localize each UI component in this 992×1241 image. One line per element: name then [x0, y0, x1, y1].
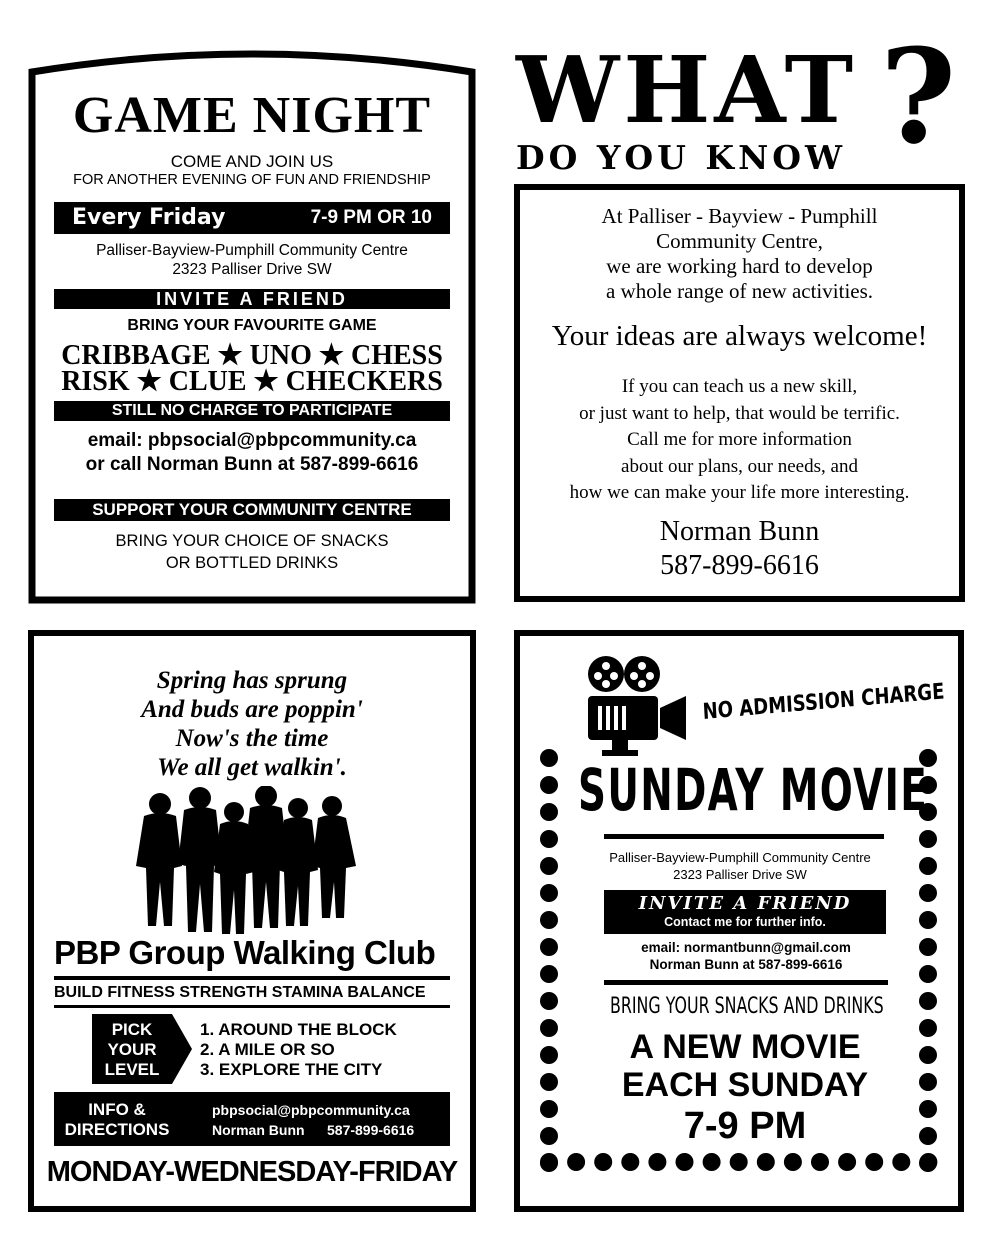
info-directions-box [54, 1092, 450, 1146]
border-dot [784, 1153, 802, 1171]
movie-invite-bar [604, 890, 886, 934]
what-intro [520, 204, 959, 304]
border-dot [703, 1153, 721, 1171]
new-movie-headline [520, 1028, 970, 1148]
intro-line: At Palliser - Bayview - Pumphill [601, 204, 878, 228]
tagline-rule [54, 1005, 450, 1008]
border-dot [540, 884, 558, 902]
call-text: or call Norman Bunn at 587-899-6616 [85, 454, 419, 475]
border-dot [811, 1153, 829, 1171]
contact-name: Norman Bunn [659, 516, 820, 547]
border-dot [865, 1153, 883, 1171]
snacks-line-2: OR BOTTLED DRINKS [165, 554, 339, 572]
snacks-line-1: BRING YOUR CHOICE OF SNACKS [115, 532, 389, 550]
intro-line: a whole range of new activities. [605, 279, 874, 303]
game-night-title: GAME NIGHT [72, 87, 432, 144]
border-dot [540, 1153, 558, 1171]
walking-club-title: PBP Group Walking Club [54, 934, 436, 971]
question-mark: ? [880, 20, 957, 173]
border-dot [919, 830, 937, 848]
movie-phone: Norman Bunn at 587-899-6616 [649, 957, 843, 972]
level-list [200, 1020, 397, 1080]
border-dot [919, 884, 937, 902]
border-dot [567, 1153, 585, 1171]
every-friday-bar [54, 202, 450, 234]
movie-address: 2323 Palliser Drive SW [673, 867, 807, 882]
border-dot [919, 1153, 937, 1171]
intro-line: we are working hard to develop [606, 254, 873, 278]
ideas-welcome-text: Your ideas are always welcome! [551, 320, 928, 352]
border-dot [540, 830, 558, 848]
bottom-rule [604, 980, 888, 985]
border-dot [730, 1153, 748, 1171]
poem-line: Spring has sprung [156, 667, 348, 694]
walking-contact-name: Norman Bunn [212, 1122, 305, 1138]
invite-friend-bar: INVITE A FRIEND [54, 289, 450, 309]
border-dot [648, 1153, 666, 1171]
email-text: email: pbpsocial@pbpcommunity.ca [87, 430, 417, 451]
movie-venue: Palliser-Bayview-Pumphill Community Centre [609, 850, 871, 865]
pick-your-level [92, 1020, 172, 1080]
what-body [520, 374, 959, 507]
body-line: Call me for more information [627, 429, 852, 450]
level-item: 1. AROUND THE BLOCK [200, 1020, 397, 1039]
movie-snacks-text: BRING YOUR SNACKS AND DRINKS [610, 994, 884, 1019]
fun-friendship-text: FOR ANOTHER EVENING OF FUN AND FRIENDSHIP [73, 172, 431, 188]
intro-line: Community Centre, [656, 229, 823, 253]
level-item: 2. A MILE OR SO [200, 1040, 335, 1059]
support-bar: SUPPORT YOUR COMMUNITY CENTRE [54, 499, 450, 521]
address-text: 2323 Palliser Drive SW [172, 261, 332, 278]
game-night-flyer [28, 44, 476, 604]
time-label: 7-9 PM OR 10 [310, 207, 432, 228]
contact-phone: 587-899-6616 [660, 550, 819, 581]
poem-line: Now's the time [175, 725, 329, 752]
no-charge-bar: STILL NO CHARGE TO PARTICIPATE [54, 401, 450, 421]
body-line: how we can make your life more interesting. [569, 482, 910, 503]
headline-line: 7-9 PM [683, 1105, 807, 1147]
walkers-silhouette-icon [130, 786, 370, 938]
movie-contact-text: Contact me for further info. [664, 915, 826, 929]
movie-email: email: normantbunn@gmail.com [641, 940, 851, 955]
border-dot [540, 803, 558, 821]
poem-line: We all get walkin'. [157, 754, 347, 781]
title-rule [54, 976, 450, 980]
movie-invite-text: INVITE A FRIEND [638, 893, 852, 914]
walking-email: pbpsocial@pbpcommunity.ca [212, 1102, 410, 1118]
body-line: about our plans, our needs, and [621, 455, 858, 477]
border-dot [594, 1153, 612, 1171]
fitness-tagline: BUILD FITNESS STRENGTH STAMINA BALANCE [54, 984, 426, 1001]
bring-game-text: BRING YOUR FAVOURITE GAME [127, 317, 377, 334]
body-line: or just want to help, that would be terrific. [579, 402, 900, 424]
border-dot [621, 1153, 639, 1171]
border-dot [757, 1153, 775, 1171]
sunday-movie-title: SUNDAY MOVIE [578, 756, 929, 824]
what-do-you-know-box [514, 184, 965, 602]
venue-text: Palliser-Bayview-Pumphill Community Centre [96, 242, 408, 259]
poem-line: And buds are poppin' [141, 696, 363, 723]
border-dot [892, 1153, 910, 1171]
walking-days: MONDAY-WEDNESDAY-FRIDAY [46, 1156, 458, 1188]
pick-line: YOUR [107, 1040, 157, 1059]
border-dot [540, 911, 558, 929]
border-dot [838, 1153, 856, 1171]
border-dot [919, 911, 937, 929]
border-dot [540, 749, 558, 767]
headline-line: A NEW MOVIE [629, 1028, 861, 1066]
what-headline: WHAT [516, 36, 858, 144]
top-rule [604, 834, 884, 839]
day-label: Every Friday [72, 205, 226, 230]
no-admission-text: NO ADMISSION CHARGE [702, 679, 946, 725]
games-row-2: RISK ★ CLUE ★ CHECKERS [61, 366, 443, 397]
border-dot [919, 992, 937, 1010]
walking-contact-phone: 587-899-6616 [327, 1122, 415, 1138]
info-line: DIRECTIONS [64, 1120, 170, 1139]
border-dot [540, 992, 558, 1010]
headline-line: EACH SUNDAY [621, 1066, 869, 1104]
do-you-know-text: DO YOU KNOW [516, 138, 847, 177]
pick-line: PICK [111, 1020, 153, 1039]
sunday-movie-flyer [514, 630, 964, 1212]
come-join-text: COME AND JOIN US [170, 152, 334, 171]
border-dot [540, 776, 558, 794]
spring-poem [34, 666, 470, 782]
info-directions-label [58, 1100, 176, 1140]
pick-line: LEVEL [104, 1060, 160, 1079]
body-line: If you can teach us a new skill, [621, 376, 858, 397]
walking-club-flyer [28, 630, 476, 1212]
border-dot [676, 1153, 694, 1171]
info-line: INFO & [88, 1100, 146, 1119]
games-row-1: CRIBBAGE ★ UNO ★ CHESS [61, 340, 443, 371]
level-item: 3. EXPLORE THE CITY [200, 1060, 383, 1079]
